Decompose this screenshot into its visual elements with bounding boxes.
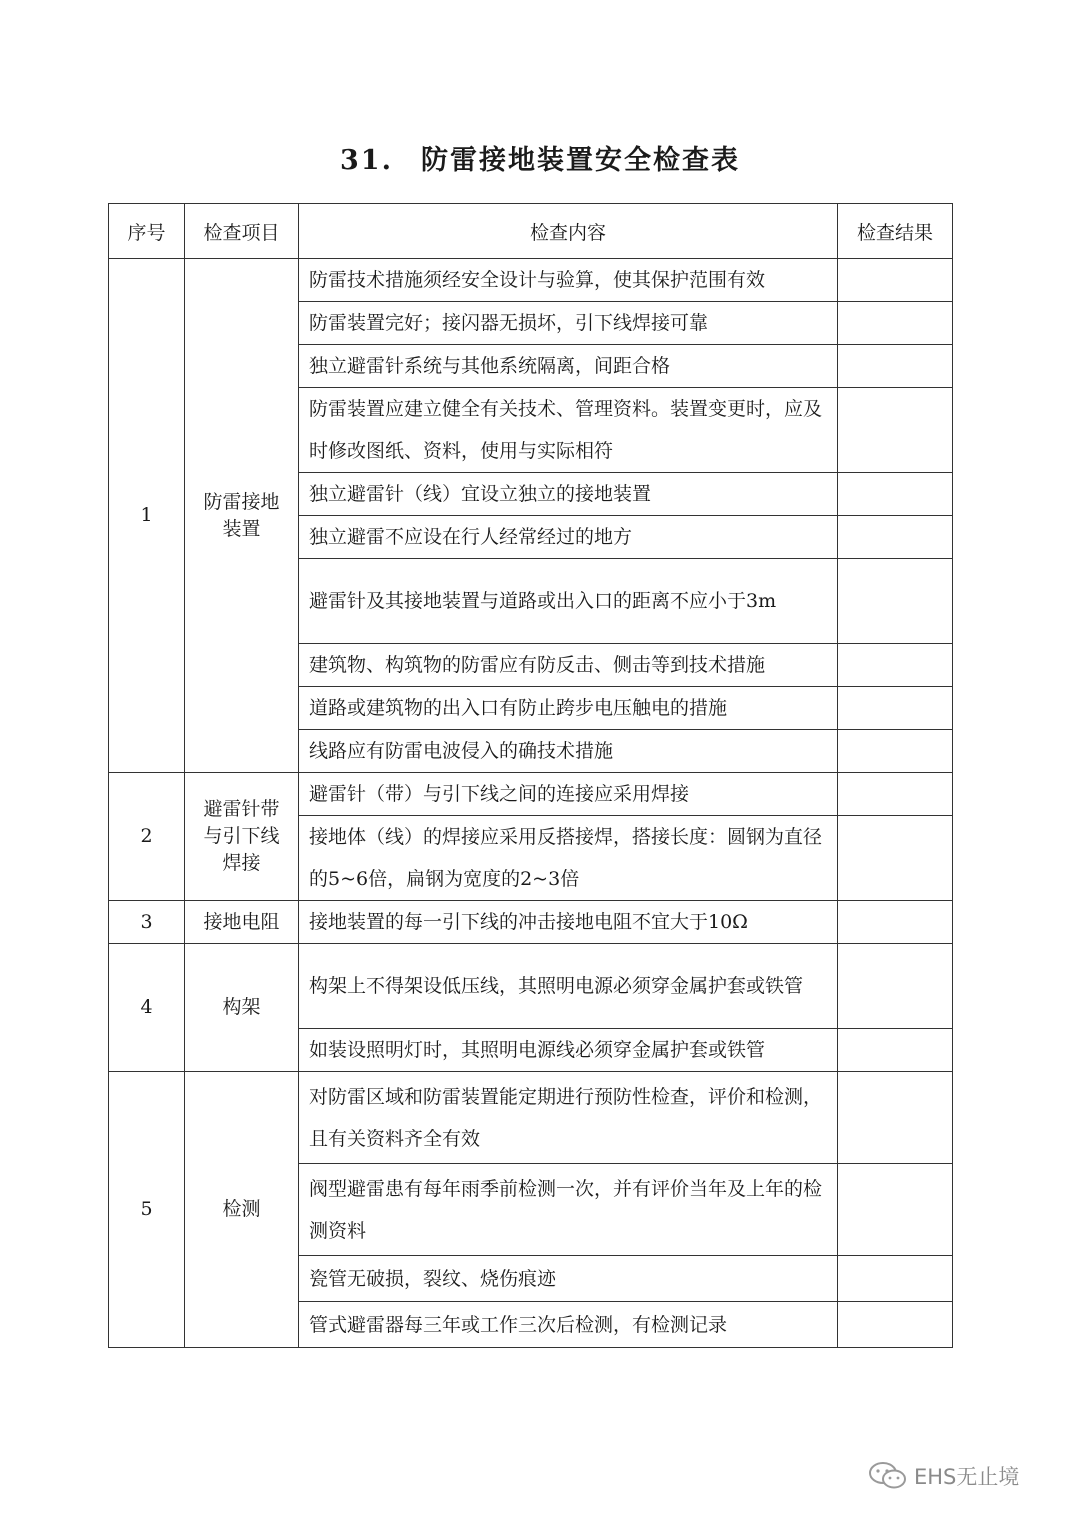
result-cell[interactable] [838, 901, 953, 944]
header-item: 检查项目 [185, 204, 299, 259]
result-cell[interactable] [838, 388, 953, 473]
table-row [109, 259, 953, 302]
result-cell[interactable] [838, 730, 953, 773]
check-content: 构架上不得架设低压线，其照明电源必须穿金属护套或铁管 [299, 944, 838, 1029]
check-content: 防雷装置应建立健全有关技术、管理资料。装置变更时，应及时修改图纸、资料，使用与实际相符 [299, 388, 838, 473]
result-cell[interactable] [838, 644, 953, 687]
check-content: 如装设照明灯时，其照明电源线必须穿金属护套或铁管 [299, 1029, 838, 1072]
header-content: 检查内容 [299, 204, 838, 259]
watermark-text: EHS无止境 [914, 1465, 1020, 1489]
result-cell[interactable] [838, 559, 953, 644]
check-content: 对防雷区域和防雷装置能定期进行预防性检查，评价和检测，且有关资料齐全有效 [299, 1072, 838, 1164]
watermark [868, 1458, 1019, 1494]
check-content: 独立避雷针系统与其他系统隔离，间距合格 [299, 345, 838, 388]
check-content: 瓷管无破损，裂纹、烧伤痕迹 [299, 1256, 838, 1302]
header-result: 检查结果 [838, 204, 953, 259]
result-cell[interactable] [838, 687, 953, 730]
group-number: 5 [109, 1072, 185, 1348]
check-content: 线路应有防雷电波侵入的确技术措施 [299, 730, 838, 773]
check-content: 防雷技术措施须经安全设计与验算，使其保护范围有效 [299, 259, 838, 302]
check-content: 避雷针及其接地装置与道路或出入口的距离不应小于3m [299, 559, 838, 644]
check-content: 接地体（线）的焊接应采用反搭接焊，搭接长度：圆钢为直径的5~6倍，扁钢为宽度的2~3倍 [299, 816, 838, 901]
group-item: 接地电阻 [185, 901, 299, 944]
result-cell[interactable] [838, 816, 953, 901]
check-content: 独立避雷不应设在行人经常经过的地方 [299, 516, 838, 559]
page-title [0, 138, 1080, 177]
check-content: 管式避雷器每三年或工作三次后检测，有检测记录 [299, 1302, 838, 1348]
result-cell[interactable] [838, 473, 953, 516]
result-cell[interactable] [838, 1164, 953, 1256]
result-cell[interactable] [838, 516, 953, 559]
group-number: 2 [109, 773, 185, 901]
table-row [109, 901, 953, 944]
group-item: 避雷针带与引下线焊接 [185, 773, 299, 901]
result-cell[interactable] [838, 1029, 953, 1072]
result-cell[interactable] [838, 944, 953, 1029]
check-content: 阀型避雷患有每年雨季前检测一次，并有评价当年及上年的检测资料 [299, 1164, 838, 1256]
result-cell[interactable] [838, 345, 953, 388]
result-cell[interactable] [838, 1072, 953, 1164]
result-cell[interactable] [838, 302, 953, 345]
group-number: 3 [109, 901, 185, 944]
result-cell[interactable] [838, 1256, 953, 1302]
title-text: 防雷接地装置安全检查表 [420, 145, 740, 176]
result-cell[interactable] [838, 1302, 953, 1348]
table-row [109, 1072, 953, 1164]
title-number: 31. [340, 145, 393, 176]
table-row [109, 944, 953, 1029]
result-cell[interactable] [838, 773, 953, 816]
group-number: 4 [109, 944, 185, 1072]
table-row [109, 773, 953, 816]
inspection-table [108, 203, 953, 1348]
result-cell[interactable] [838, 259, 953, 302]
check-content: 道路或建筑物的出入口有防止跨步电压触电的措施 [299, 687, 838, 730]
check-content: 独立避雷针（线）宜设立独立的接地装置 [299, 473, 838, 516]
group-item: 检测 [185, 1072, 299, 1348]
wechat-icon [868, 1461, 908, 1491]
header-number: 序号 [109, 204, 185, 259]
group-item: 防雷接地装置 [185, 259, 299, 773]
check-content: 建筑物、构筑物的防雷应有防反击、侧击等到技术措施 [299, 644, 838, 687]
group-number: 1 [109, 259, 185, 773]
header-row [109, 204, 953, 259]
check-content: 接地装置的每一引下线的冲击接地电阻不宜大于10Ω [299, 901, 838, 944]
check-content: 防雷装置完好；接闪器无损坏，引下线焊接可靠 [299, 302, 838, 345]
group-item: 构架 [185, 944, 299, 1072]
check-content: 避雷针（带）与引下线之间的连接应采用焊接 [299, 773, 838, 816]
